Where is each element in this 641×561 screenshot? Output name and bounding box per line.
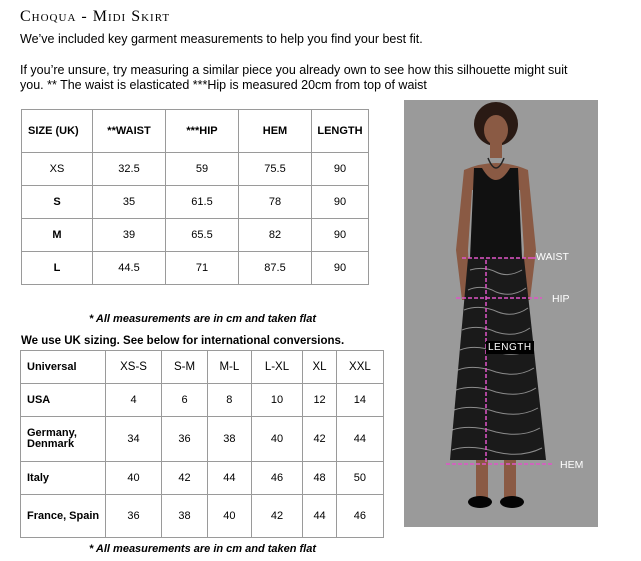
model-leg-left bbox=[476, 460, 488, 500]
size-cell: M bbox=[22, 219, 93, 252]
table-row bbox=[22, 153, 369, 186]
table-header-row bbox=[21, 351, 384, 384]
table-cell: 8 bbox=[208, 384, 252, 417]
table-cell: 59 bbox=[166, 153, 239, 186]
table-cell: 12 bbox=[303, 384, 337, 417]
table-cell: 35 bbox=[93, 186, 166, 219]
table-cell: 34 bbox=[106, 417, 162, 462]
size-cell: S bbox=[22, 186, 93, 219]
conversion-subheading: We use UK sizing. See below for international conversions. bbox=[21, 335, 345, 347]
table-cell: 42 bbox=[162, 462, 208, 495]
table-cell: 46 bbox=[336, 495, 383, 538]
table-cell: 40 bbox=[251, 417, 303, 462]
table-cell: 71 bbox=[166, 252, 239, 285]
region-cell: USA bbox=[21, 384, 106, 417]
length-label: LENGTH bbox=[488, 342, 532, 353]
col-header-hip: ***HIP bbox=[166, 110, 239, 153]
table-cell: 10 bbox=[251, 384, 303, 417]
intro-text: We’ve included key garment measurements to help you find your best fit. bbox=[20, 32, 423, 46]
table-cell: 46 bbox=[251, 462, 303, 495]
shoe-left bbox=[468, 496, 492, 508]
table-cell: 4 bbox=[106, 384, 162, 417]
size-cell: XS bbox=[22, 153, 93, 186]
product-photo bbox=[404, 100, 598, 527]
hip-label: HIP bbox=[552, 293, 570, 305]
col-header: XXL bbox=[336, 351, 383, 384]
table-cell: 42 bbox=[303, 417, 337, 462]
col-header: S-M bbox=[162, 351, 208, 384]
region-cell: Germany, Denmark bbox=[21, 417, 106, 462]
table-cell: 40 bbox=[106, 462, 162, 495]
table-cell: 38 bbox=[162, 495, 208, 538]
size-cell: L bbox=[22, 252, 93, 285]
table-cell: 82 bbox=[239, 219, 312, 252]
table-row bbox=[21, 384, 384, 417]
table-row bbox=[22, 186, 369, 219]
model-neck bbox=[490, 142, 502, 158]
table-header-row bbox=[22, 110, 369, 153]
table-cell: 44 bbox=[303, 495, 337, 538]
table-cell: 78 bbox=[239, 186, 312, 219]
table-cell: 75.5 bbox=[239, 153, 312, 186]
table-row bbox=[21, 495, 384, 538]
conversion-table-note: * All measurements are in cm and taken flat bbox=[89, 543, 317, 555]
col-header-waist: **WAIST bbox=[93, 110, 166, 153]
col-header-size: SIZE (UK) bbox=[22, 110, 93, 153]
col-header-universal: Universal bbox=[21, 351, 106, 384]
model-face bbox=[484, 115, 508, 145]
table-cell: 48 bbox=[303, 462, 337, 495]
table-cell: 36 bbox=[106, 495, 162, 538]
model-leg-right bbox=[504, 460, 516, 500]
table-cell: 87.5 bbox=[239, 252, 312, 285]
table-cell: 50 bbox=[336, 462, 383, 495]
waist-label: WAIST bbox=[536, 251, 569, 263]
region-cell: France, Spain bbox=[21, 495, 106, 538]
table-cell: 6 bbox=[162, 384, 208, 417]
table-row bbox=[21, 417, 384, 462]
table-cell: 39 bbox=[93, 219, 166, 252]
table-cell: 44 bbox=[336, 417, 383, 462]
table-cell: 44 bbox=[208, 462, 252, 495]
advice-text: If you’re unsure, try measuring a similar piece you already own to see how this silhouette might suit bbox=[20, 63, 568, 77]
page-title: Choqua - Midi Skirt bbox=[20, 8, 171, 25]
table-cell: 90 bbox=[312, 219, 369, 252]
table-cell: 36 bbox=[162, 417, 208, 462]
model-top bbox=[470, 168, 522, 258]
shoe-right bbox=[500, 496, 524, 508]
table-cell: 61.5 bbox=[166, 186, 239, 219]
size-table-note: * All measurements are in cm and taken flat bbox=[89, 313, 317, 325]
table-cell: 65.5 bbox=[166, 219, 239, 252]
col-header: L-XL bbox=[251, 351, 303, 384]
advice-text-notes: you. ** The waist is elasticated ***Hip is measured 20cm from top of waist bbox=[20, 78, 427, 92]
table-cell: 32.5 bbox=[93, 153, 166, 186]
size-table bbox=[21, 109, 369, 285]
table-cell: 90 bbox=[312, 153, 369, 186]
region-cell: Italy bbox=[21, 462, 106, 495]
conversion-table bbox=[20, 350, 384, 538]
table-cell: 42 bbox=[251, 495, 303, 538]
table-cell: 14 bbox=[336, 384, 383, 417]
table-row bbox=[22, 252, 369, 285]
col-header: XL bbox=[303, 351, 337, 384]
col-header-length: LENGTH bbox=[312, 110, 369, 153]
col-header-hem: HEM bbox=[239, 110, 312, 153]
table-cell: 90 bbox=[312, 186, 369, 219]
table-cell: 40 bbox=[208, 495, 252, 538]
table-row bbox=[21, 462, 384, 495]
table-row bbox=[22, 219, 369, 252]
col-header: M-L bbox=[208, 351, 252, 384]
hem-label: HEM bbox=[560, 459, 584, 471]
table-cell: 90 bbox=[312, 252, 369, 285]
col-header: XS-S bbox=[106, 351, 162, 384]
table-cell: 44.5 bbox=[93, 252, 166, 285]
table-cell: 38 bbox=[208, 417, 252, 462]
